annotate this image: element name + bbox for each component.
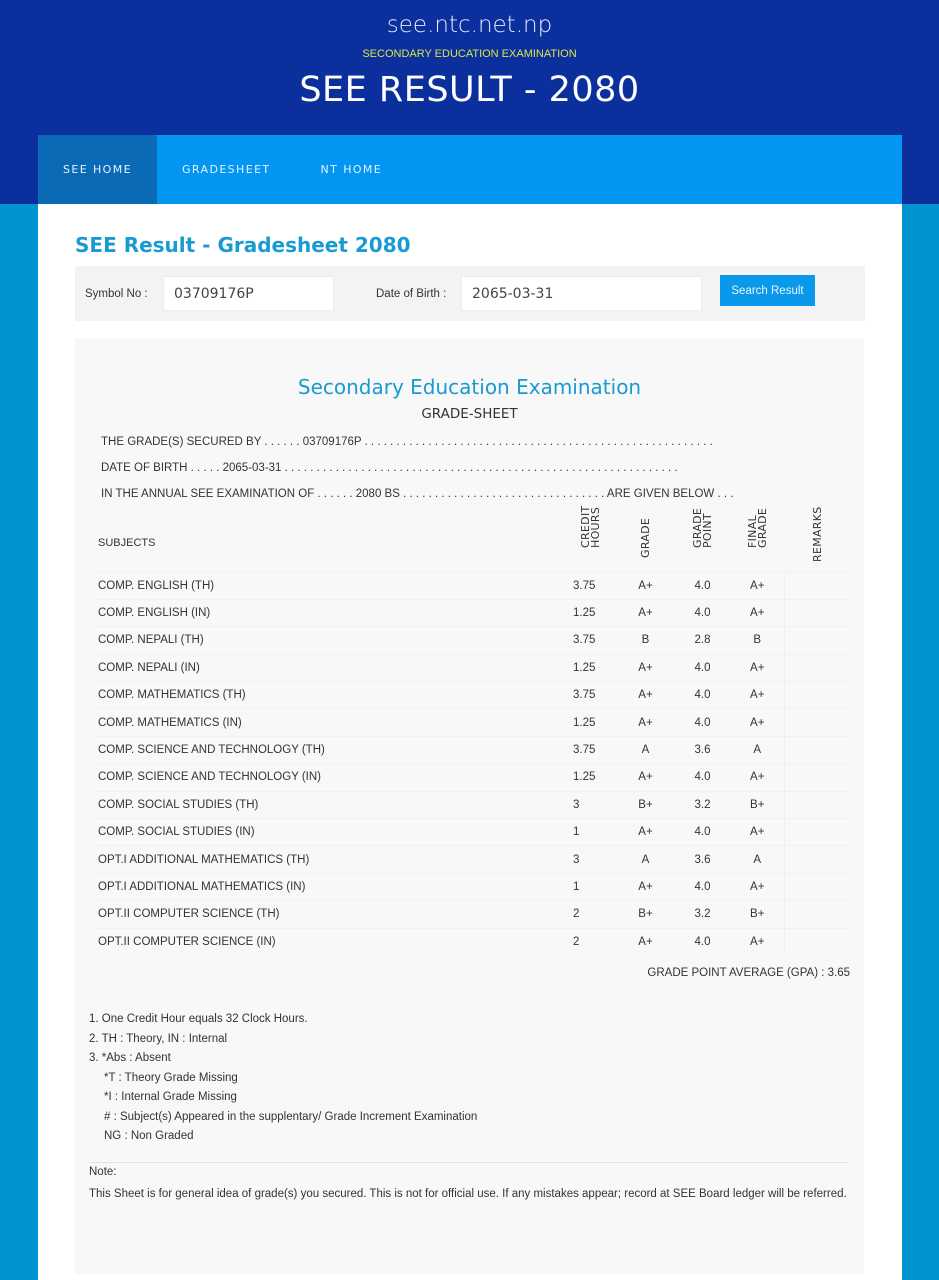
subject-cell: COMP. ENGLISH (IN) <box>93 599 565 626</box>
grade-point-cell: 4.0 <box>674 599 731 626</box>
remarks-cell <box>784 819 851 846</box>
site-host: see.ntc.net.np <box>386 12 553 38</box>
subject-cell: COMP. SOCIAL STUDIES (TH) <box>93 791 565 818</box>
dob-label: Date of Birth : <box>376 288 447 300</box>
credit-hours-cell: 1 <box>565 819 617 846</box>
grade-cell: A+ <box>617 654 674 681</box>
legend-item: 2. TH : Theory, IN : Internal <box>89 1032 228 1045</box>
col-fg-line1: FINAL <box>745 514 759 548</box>
table-row <box>93 709 851 736</box>
final-grade-cell: A+ <box>731 873 784 900</box>
exam-line: IN THE ANNUAL SEE EXAMINATION OF . . . . . . 2080 BS . . . . . . . . . . . . . . . . . . . . . . . . . . . . . . . . ARE GIVEN BELOW . . . <box>101 488 734 500</box>
subject-cell: COMP. NEPALI (IN) <box>93 654 565 681</box>
credit-hours-cell: 2 <box>565 928 617 955</box>
main-container <box>38 204 902 1280</box>
grade-cell: A+ <box>617 928 674 955</box>
remarks-cell <box>784 682 851 709</box>
subject-cell: COMP. SCIENCE AND TECHNOLOGY (IN) <box>93 764 565 791</box>
legend-item: *I : Internal Grade Missing <box>104 1091 237 1103</box>
col-credit-line1: CREDIT <box>579 504 592 548</box>
grade-point-cell: 4.0 <box>674 709 731 736</box>
grade-point-cell: 3.6 <box>674 736 731 763</box>
table-row <box>93 736 851 763</box>
table-row <box>93 873 851 900</box>
final-grade-cell: A <box>731 846 784 873</box>
grade-point-cell: 3.6 <box>674 846 731 873</box>
remarks-cell <box>784 627 851 654</box>
credit-hours-cell: 2 <box>565 901 617 928</box>
final-grade-cell: A+ <box>731 819 784 846</box>
remarks-cell <box>784 572 851 599</box>
grade-cell: A <box>617 736 674 763</box>
grade-cell: A+ <box>617 873 674 900</box>
remarks-cell <box>784 873 851 900</box>
credit-hours-cell: 3.75 <box>565 682 617 709</box>
grade-cell: A+ <box>617 819 674 846</box>
final-grade-cell: A+ <box>731 928 784 955</box>
table-row <box>93 901 851 928</box>
final-grade-cell: B <box>731 627 784 654</box>
col-remarks-label: REMARKS <box>810 505 824 562</box>
search-form <box>75 266 865 321</box>
nav-nt-home[interactable]: NT HOME <box>320 163 383 176</box>
grade-sheet <box>75 338 864 1274</box>
grade-cell: A <box>617 846 674 873</box>
main-nav <box>38 135 902 204</box>
note-divider <box>89 1162 849 1163</box>
col-gp-line2: POINT <box>700 512 714 548</box>
subject-cell: COMP. ENGLISH (TH) <box>93 572 565 599</box>
gpa-summary: GRADE POINT AVERAGE (GPA) : 3.65 <box>647 967 850 979</box>
grade-cell: A+ <box>617 682 674 709</box>
remarks-cell <box>784 791 851 818</box>
dob-line: DATE OF BIRTH . . . . . 2065-03-31 . . . . . . . . . . . . . . . . . . . . . . . . . . . . . . . . . . . . . . . . . . . . . . . . . . . . . . . . . . . . . . <box>101 462 678 474</box>
page-title: SEE Result - Gradesheet 2080 <box>75 233 411 257</box>
subject-cell: OPT.II COMPUTER SCIENCE (IN) <box>93 928 565 955</box>
note-label: Note: <box>89 1166 117 1178</box>
table-row <box>93 682 851 709</box>
final-grade-cell: A+ <box>731 764 784 791</box>
final-grade-cell: A <box>731 736 784 763</box>
legend-item: 1. One Credit Hour equals 32 Clock Hours. <box>89 1013 308 1025</box>
grade-point-cell: 2.8 <box>674 627 731 654</box>
search-result-button[interactable]: Search Result <box>720 275 815 306</box>
subject-cell: COMP. MATHEMATICS (IN) <box>93 709 565 736</box>
note-text: This Sheet is for general idea of grade(s) you secured. This is not for official use. If any mistakes appear; record at SEE Board ledger will be referred. <box>89 1188 847 1200</box>
legend-item: NG : Non Graded <box>104 1130 194 1142</box>
grade-cell: A+ <box>617 709 674 736</box>
table-row <box>93 654 851 681</box>
site-subtitle: SECONDARY EDUCATION EXAMINATION <box>362 48 577 60</box>
table-row <box>93 764 851 791</box>
final-grade-cell: A+ <box>731 599 784 626</box>
remarks-cell <box>784 599 851 626</box>
subject-cell: COMP. SCIENCE AND TECHNOLOGY (TH) <box>93 736 565 763</box>
final-grade-cell: B+ <box>731 791 784 818</box>
credit-hours-cell: 1 <box>565 873 617 900</box>
col-fg-line2: GRADE <box>755 507 769 548</box>
legend-item: # : Subject(s) Appeared in the supplentary/ Grade Increment Examination <box>104 1110 478 1123</box>
grade-point-cell: 4.0 <box>674 764 731 791</box>
table-row <box>93 819 851 846</box>
final-grade-cell: A+ <box>731 654 784 681</box>
subject-cell: COMP. MATHEMATICS (TH) <box>93 682 565 709</box>
grades-table <box>93 504 851 955</box>
site-title: SEE RESULT - 2080 <box>299 70 640 110</box>
legend-item: 3. *Abs : Absent <box>89 1052 171 1064</box>
legend-item: *T : Theory Grade Missing <box>104 1071 238 1084</box>
remarks-cell <box>784 654 851 681</box>
final-grade-cell: A+ <box>731 709 784 736</box>
remarks-cell <box>784 764 851 791</box>
credit-hours-cell: 3 <box>565 846 617 873</box>
table-row <box>93 791 851 818</box>
table-row <box>93 846 851 873</box>
grade-point-cell: 3.2 <box>674 791 731 818</box>
col-grade <box>617 514 674 572</box>
table-header-row <box>93 514 851 572</box>
subject-cell: OPT.I ADDITIONAL MATHEMATICS (IN) <box>93 873 565 900</box>
table-row <box>93 627 851 654</box>
col-remarks <box>784 505 851 572</box>
credit-hours-cell: 1.25 <box>565 654 617 681</box>
credit-hours-cell: 3 <box>565 791 617 818</box>
credit-hours-cell: 3.75 <box>565 627 617 654</box>
sheet-subtitle: GRADE-SHEET <box>421 406 518 422</box>
grade-point-cell: 4.0 <box>674 572 731 599</box>
grade-cell: B+ <box>617 901 674 928</box>
col-final-grade <box>731 507 784 572</box>
grade-cell: A+ <box>617 572 674 599</box>
subject-cell: OPT.I ADDITIONAL MATHEMATICS (TH) <box>93 846 565 873</box>
col-grade-point <box>674 507 731 572</box>
grade-point-cell: 4.0 <box>674 654 731 681</box>
secured-by-line: THE GRADE(S) SECURED BY . . . . . . 03709176P . . . . . . . . . . . . . . . . . . . . . . . . . . . . . . . . . . . . . . . . . . . . . . . . . . . . . . . <box>101 436 713 448</box>
final-grade-cell: A+ <box>731 572 784 599</box>
symbol-no-input[interactable] <box>163 276 334 311</box>
sheet-title: Secondary Education Examination <box>297 375 642 399</box>
grade-cell: A+ <box>617 764 674 791</box>
col-gp-line1: GRADE <box>690 507 704 548</box>
grade-point-cell: 4.0 <box>674 873 731 900</box>
grade-cell: B+ <box>617 791 674 818</box>
remarks-cell <box>784 901 851 928</box>
symbol-no-label: Symbol No : <box>85 288 148 300</box>
grade-point-cell: 4.0 <box>674 682 731 709</box>
legend-list <box>89 1010 477 1147</box>
subject-cell: OPT.II COMPUTER SCIENCE (TH) <box>93 901 565 928</box>
col-credit-line2: HOURS <box>589 506 602 548</box>
remarks-cell <box>784 846 851 873</box>
nav-gradesheet[interactable]: GRADESHEET <box>182 163 271 176</box>
table-row <box>93 928 851 955</box>
col-credit-hours <box>565 504 617 572</box>
col-subjects: SUBJECTS <box>98 536 156 549</box>
col-grade-label: GRADE <box>638 517 652 558</box>
final-grade-cell: A+ <box>731 682 784 709</box>
credit-hours-cell: 3.75 <box>565 736 617 763</box>
dob-input[interactable] <box>461 276 702 311</box>
nav-see-home[interactable]: SEE HOME <box>38 135 157 204</box>
remarks-cell <box>784 709 851 736</box>
credit-hours-cell: 1.25 <box>565 709 617 736</box>
credit-hours-cell: 3.75 <box>565 572 617 599</box>
grade-cell: A+ <box>617 599 674 626</box>
credit-hours-cell: 1.25 <box>565 599 617 626</box>
remarks-cell <box>784 736 851 763</box>
table-row <box>93 572 851 599</box>
table-row <box>93 599 851 626</box>
subject-cell: COMP. SOCIAL STUDIES (IN) <box>93 819 565 846</box>
remarks-cell <box>784 928 851 955</box>
credit-hours-cell: 1.25 <box>565 764 617 791</box>
grade-point-cell: 3.2 <box>674 901 731 928</box>
subject-cell: COMP. NEPALI (TH) <box>93 627 565 654</box>
grade-point-cell: 4.0 <box>674 928 731 955</box>
grade-cell: B <box>617 627 674 654</box>
final-grade-cell: B+ <box>731 901 784 928</box>
grade-point-cell: 4.0 <box>674 819 731 846</box>
